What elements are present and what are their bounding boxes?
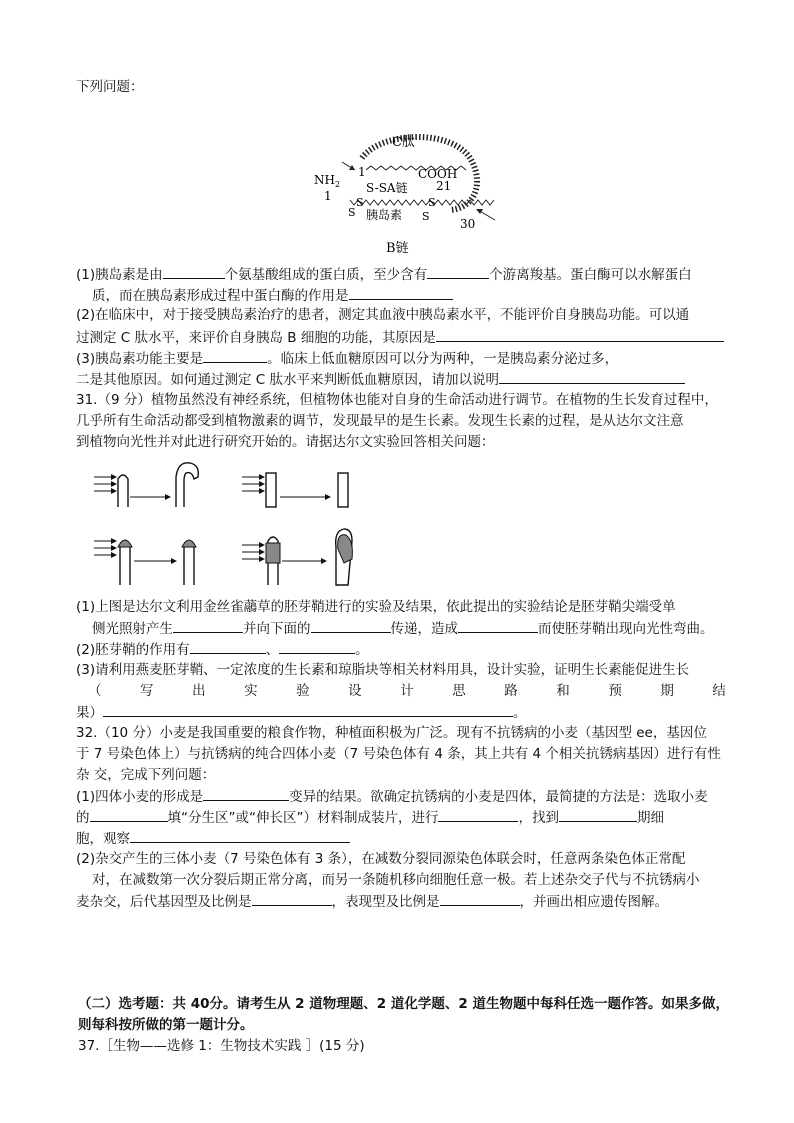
- q32-line2: 于 7 号染色体上）与抗锈病的纯合四体小麦（7 号染色体有 4 条，其上共有 4 个相关抗锈病基因）进行有性: [76, 746, 721, 762]
- q30-line3: (2)在临床中，对于接受胰岛素治疗的患者，测定其血液中胰岛素水平，不能评价自身胰岛功能。可以通: [76, 307, 690, 323]
- answer-blank[interactable]: [559, 808, 637, 822]
- answer-blank[interactable]: [203, 349, 267, 363]
- a-chain-end-number: 21: [436, 179, 452, 193]
- answer-blank[interactable]: [103, 703, 513, 717]
- q31-sub2: (2)胚芽鞘的作用有 、 。: [76, 642, 369, 658]
- experiment-4-base-covered: [242, 529, 352, 585]
- section2-heading-line1: （二）选考题：共 40分。请考生从 2 道物理题、2 道化学题、2 道生物题中每科任选一题作答。如果多做，: [78, 996, 729, 1012]
- q32-sub1-line3: 胞，观察: [76, 829, 350, 849]
- q32-sub2-line2: 对，在减数第一次分裂后期正常分离，而另一条随机移向细胞任意一极。若上述杂交子代与不抗锈病小: [92, 872, 700, 888]
- answer-blank[interactable]: [440, 892, 520, 906]
- q32-sub1-line1: (1)四体小麦的形成是 变异的结果。欲确定抗锈病的小麦是四体，最简捷的方法是：选取小麦: [76, 789, 708, 805]
- answer-blank[interactable]: [252, 892, 332, 906]
- q31-sub1-line1: (1)上图是达尔文利用金丝雀虉草的胚芽鞘进行的实验及结果，依此提出的实验结论是胚芽鞘尖端受单: [76, 599, 676, 615]
- sulfur-label-3: S: [428, 196, 436, 209]
- answer-blank[interactable]: [438, 808, 518, 822]
- experiment-1-tip-intact: [94, 463, 198, 507]
- nh2-label: NH: [314, 173, 335, 187]
- q37-title: 37.［生物——选修 1：生物技术实践 ］(15 分): [78, 1038, 365, 1054]
- answer-blank[interactable]: [427, 265, 489, 279]
- q31-line2: 几乎所有生命活动都受到植物激素的调节，发现最早的是生长素。发现生长素的过程，是从达尔文注意: [76, 413, 684, 429]
- section2-heading-line2: 则每科按所做的第一题计分。: [78, 1017, 254, 1033]
- answer-blank[interactable]: [349, 286, 453, 300]
- q32-sub2-line3: 麦杂交，后代基因型及比例是 ，表现型及比例是 ，并画出相应遗传图解。: [76, 894, 668, 910]
- sulfur-label-1: S: [356, 196, 364, 209]
- b-chain-label: B链: [386, 241, 409, 256]
- insulin-structure-figure: [300, 128, 500, 258]
- answer-blank[interactable]: [458, 619, 538, 633]
- disulfide-a-label: S-SA链: [366, 181, 408, 195]
- q31-line3: 到植物向光性并对此进行研究开始的。请据达尔文实验回答相关问题：: [76, 434, 495, 450]
- darwin-experiment-figure: [90, 455, 380, 595]
- cooh-label: COOH: [418, 167, 458, 181]
- q30-line1: (1)胰岛素是由 个氨基酸组成的蛋白质，至少含有 个游离羧基。蛋白酶可以水解蛋白: [76, 267, 692, 283]
- b-chain-end-number: 30: [460, 217, 476, 231]
- answer-blank[interactable]: [436, 328, 724, 342]
- intro-text: 下列问题：: [76, 79, 144, 95]
- q31-sub1-line2: 侧光照射产生 并向下面的 传递，造成 而使胚芽鞘出现向光性弯曲。: [92, 621, 714, 637]
- answer-blank[interactable]: [173, 619, 243, 633]
- c-peptide-label: C肽: [392, 135, 415, 150]
- answer-blank[interactable]: [499, 370, 685, 384]
- answer-blank[interactable]: [311, 619, 391, 633]
- nh2-subscript: 2: [335, 180, 341, 189]
- q31-sub3-line3: 果） 。: [76, 705, 527, 721]
- q30-line4: 过测定 C 肽水平，来评价自身胰岛 B 细胞的功能，其原因是: [76, 328, 724, 348]
- q30-line6: 二是其他原因。如何通过测定 C 肽水平来判断低血糖原因，请加以说明: [76, 370, 685, 390]
- a-chain-start-number: 1: [358, 165, 366, 179]
- experiment-3-tip-covered: [94, 540, 196, 585]
- q32-sub2-line1: (2)杂交产生的三体小麦（7 号染色体有 3 条），在减数分裂同源染色体联会时，任意两条染色体正常配: [76, 851, 686, 867]
- q32-line1: 32.（10 分）小麦是我国重要的粮食作物，种植面积极为广泛。现有不抗锈病的小麦（基因型 ee，基因位: [76, 725, 707, 741]
- answer-blank[interactable]: [279, 640, 355, 654]
- answer-blank[interactable]: [130, 829, 350, 843]
- answer-blank[interactable]: [190, 640, 266, 654]
- q30-line2: 质，而在胰岛素形成过程中蛋白酶的作用是: [92, 286, 453, 306]
- q30-line5: (3)胰岛素功能主要是 。临床上低血糖原因可以分为两种，一是胰岛素分泌过多，: [76, 351, 619, 367]
- answer-blank[interactable]: [163, 265, 225, 279]
- answer-blank[interactable]: [90, 808, 168, 822]
- q32-sub1-line2: 的 填“分生区”或“伸长区”）材料制成装片，进行 ，找到 期细: [76, 810, 664, 826]
- q31-line1: 31.（9 分）植物虽然没有神经系统，但植物体也能对自身的生命活动进行调节。在植物的生长发育过程中，: [76, 392, 718, 408]
- sulfur-label-2: S: [348, 206, 356, 219]
- insulin-label: 胰岛素: [366, 208, 403, 222]
- b-chain-start-number: 1: [324, 189, 332, 203]
- q32-line3: 杂 交，完成下列问题：: [76, 767, 216, 783]
- q31-sub3-line2: （ 写 出 实 验 设 计 思 路 和 预 期 结: [88, 683, 726, 699]
- experiment-2-tip-removed: [242, 473, 348, 507]
- answer-blank[interactable]: [203, 787, 289, 801]
- q31-sub3-line1: (3)请利用燕麦胚芽鞘、一定浓度的生长素和琼脂块等相关材料用具，设计实验，证明生长素能促进生长: [76, 662, 690, 678]
- sulfur-label-4: S: [422, 210, 430, 223]
